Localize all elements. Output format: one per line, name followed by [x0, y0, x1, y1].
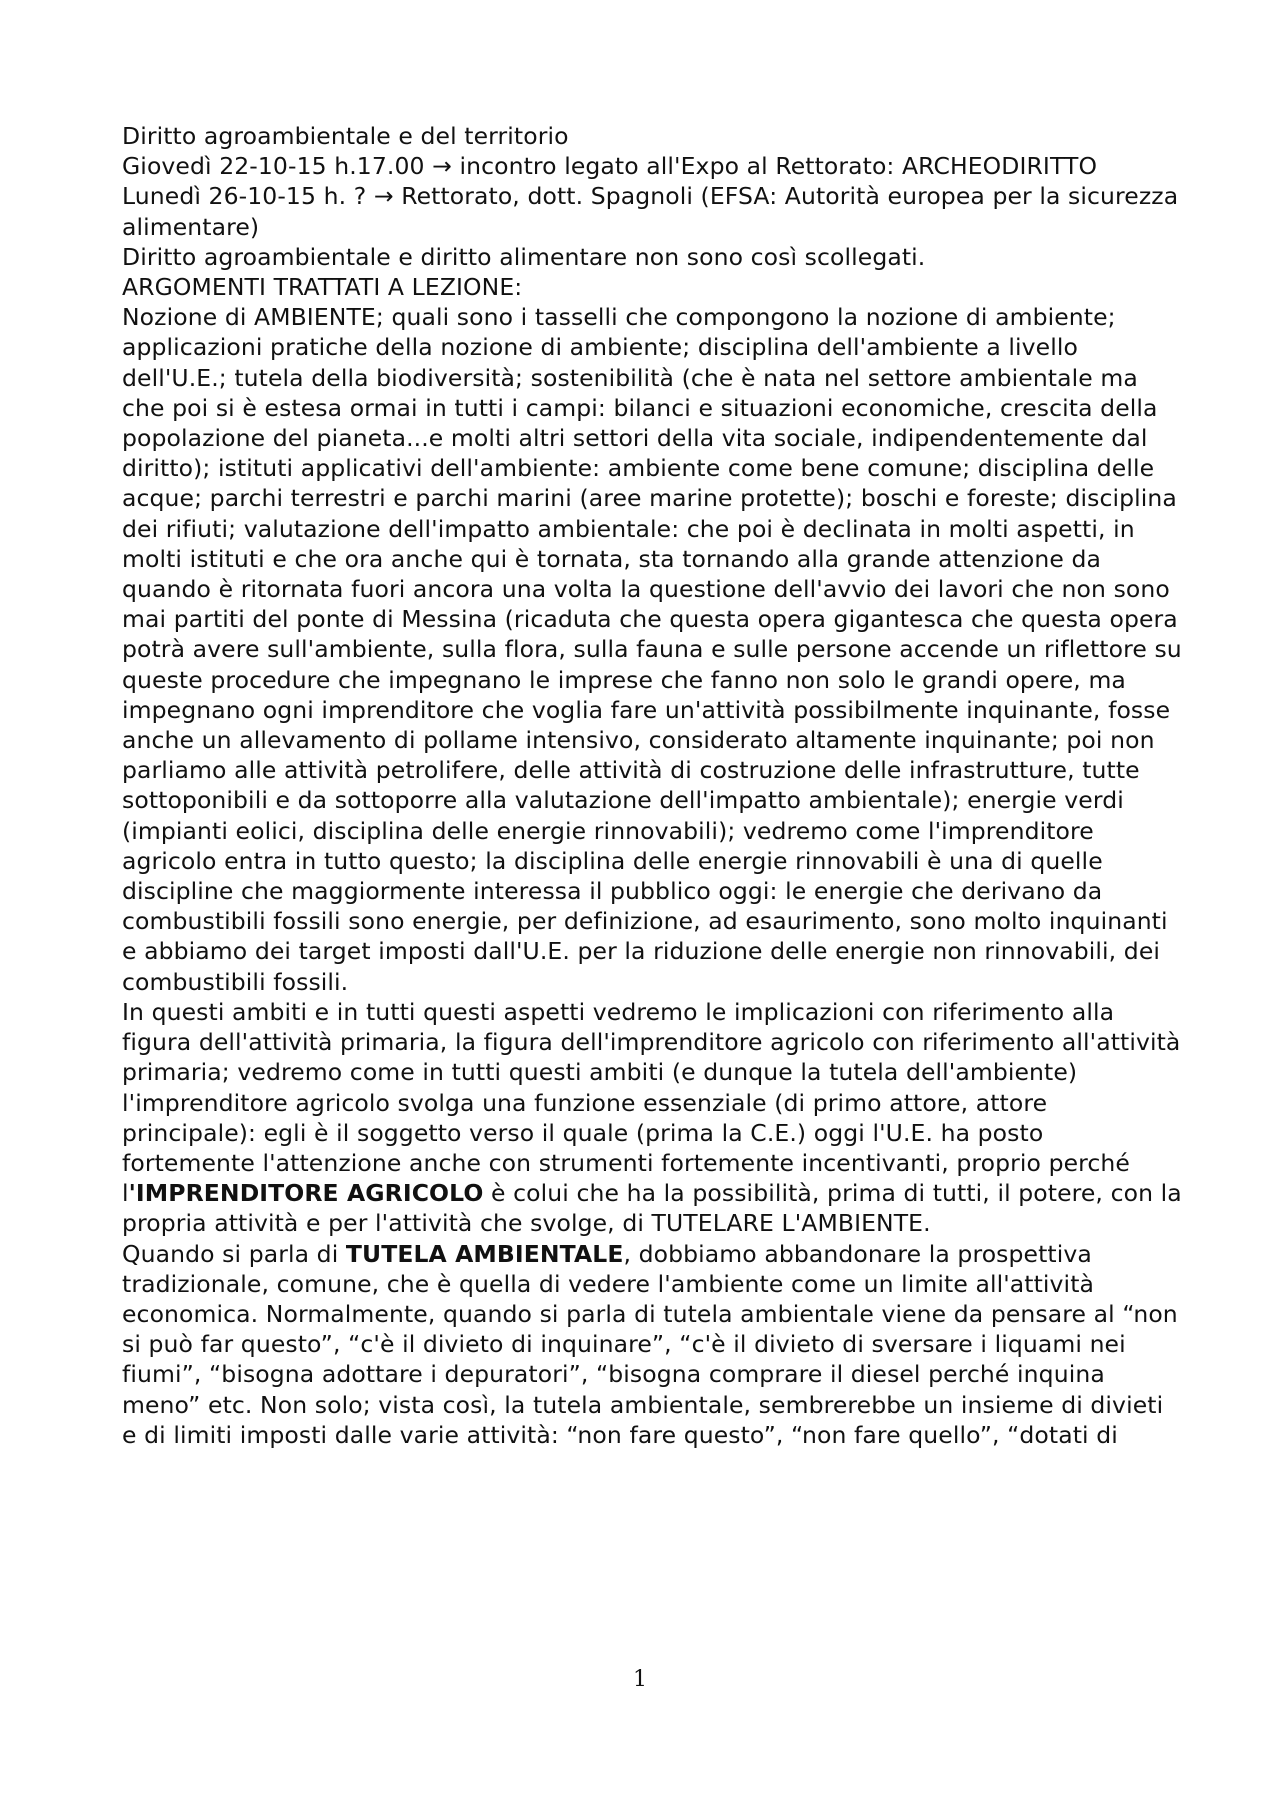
note-line: Diritto agroambientale e diritto alimentare non sono così scollegati.	[122, 242, 926, 271]
page-number: 1	[633, 1667, 647, 1692]
paragraph-2-text-b: è colui che ha la possibilità, prima di tutti, il potere, con la propria attività e per l'attività che svolge, di TUTELARE L'AMBIENTE.	[122, 1179, 1182, 1238]
paragraph-3-bold: TUTELA AMBIENTALE	[345, 1239, 624, 1268]
paragraph-3-text-b: , dobbiamo abbandonare la prospettiva tradizionale, comune, che è quella di vedere l'ambiente come un limite all'attività economica. Normalmente, quando si parla di tutela ambientale viene da pensare al “non si può far questo”, “c'è il divieto di inquinare”, “c'è il divieto di sversare i liquami nei fiumi”, “bisogna adottare i depuratori”, “bisogna comprare il diesel perché inquina meno” etc. Non solo; vista così, la tutela ambientale, sembrerebbe un insieme di divieti e di limiti imposti dalle varie attività: “non fare questo”, “non fare quello”, “dotati di	[122, 1239, 1178, 1449]
paragraph-3-text-a: Quando si parla di	[122, 1239, 346, 1268]
paragraph-topics: Nozione di AMBIENTE; quali sono i tasselli che compongono la nozione di ambiente; applicazioni pratiche della nozione di ambiente; disciplina dell'ambiente a livello dell'U.E.; tutela della biodiversità; sostenibilità (che è nata nel settore ambientale ma che poi si è estesa ormai in tutti i campi: bilanci e situazioni economiche, crescita della popolazione del pianeta...e molti altri settori della vita sociale, indipendentemente dal diritto); istituti applicativi dell'ambiente: ambiente come bene comune; disciplina delle acque; parchi terrestri e parchi marini (aree marine protette); boschi e foreste; disciplina dei rifiuti; valutazione dell'impatto ambientale: che poi è declinata in molti aspetti, in molti istituti e che ora anche qui è tornata, sta tornando alla grande attenzione da quando è ritornata fuori ancora una volta la questione dell'avvio dei lavori che non sono mai partiti del ponte di Messina (ricaduta che questa opera gigantesca che questa opera potrà avere sull'ambiente, sulla flora, sulla fauna e sulle persone accende un riflettore su queste procedure che impegnano le imprese che fanno non solo le grandi opere, ma impegnano ogni imprenditore che voglia fare un'attività possibilmente inquinante, fosse anche un allevamento di pollame intensivo, considerato altamente inquinante; poi non parliamo alle attività petrolifere, delle attività di costruzione delle infrastrutture, tutte sottoponibili e da sottoporre alla valutazione dell'impatto ambientale); energie verdi (impianti eolici, disciplina delle energie rinnovabili); vedremo come l'imprenditore agricolo entra in tutto questo; la disciplina delle energie rinnovabili è una di quelle discipline che maggiormente interessa il pubblico oggi: le energie che derivano da combustibili fossili sono energie, per definizione, ad esaurimento, sono molto inquinanti e abbiamo dei target imposti dall'U.E. per la riduzione delle energie non rinnovabili, dei combustibili fossili.	[122, 303, 1182, 996]
event-line-2: Lunedì 26-10-15 h. ? → Rettorato, dott. Spagnoli (EFSA: Autorità europea per la sicurezza alimentare)	[122, 182, 1179, 241]
paragraph-2-text-a: In questi ambiti e in tutti questi aspetti vedremo le implicazioni con riferimento alla figura dell'attività primaria, la figura dell'imprenditore agricolo con riferimento all'attività primaria; vedremo come in tutti questi ambiti (e dunque la tutela dell'ambiente) l'imprenditore agricolo svolga una funzione essenziale (di primo attore, attore principale): egli è il soggetto verso il quale (prima la C.E.) oggi l'U.E. ha posto fortemente l'attenzione anche con strumenti fortemente incentivanti, proprio perché l	[122, 997, 1181, 1208]
paragraph-imprenditore	[122, 997, 1182, 1239]
event-line-1: Giovedì 22-10-15 h.17.00 → incontro legato all'Expo al Rettorato: ARCHEODIRITTO	[122, 152, 1098, 181]
document-body	[122, 121, 1182, 1450]
paragraph-2-bold: 'IMPRENDITORE AGRICOLO	[128, 1179, 484, 1208]
paragraph-tutela	[122, 1239, 1182, 1450]
topics-heading: ARGOMENTI TRATTATI A LEZIONE:	[122, 273, 523, 302]
document-title: Diritto agroambientale e del territorio	[122, 122, 569, 150]
